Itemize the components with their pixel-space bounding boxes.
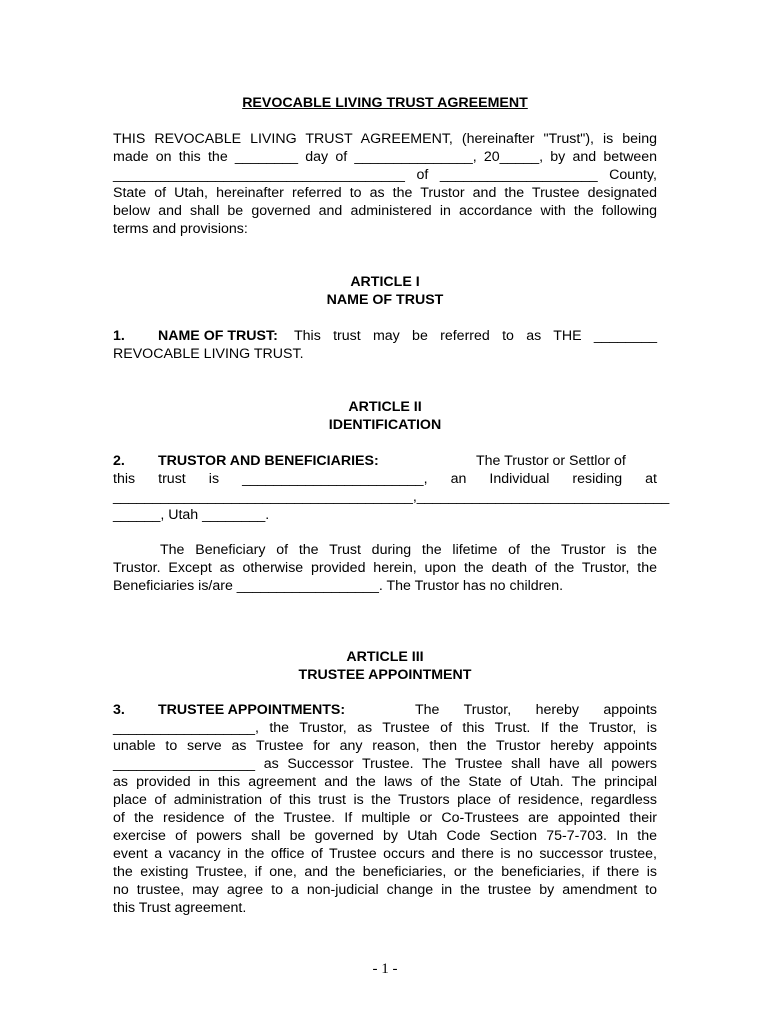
section-3-line-1: The Trustor, hereby appoints xyxy=(415,702,657,718)
section-3-line-8: exercise of powers shall be governed by Utah Code Section 75-7-703. In the xyxy=(113,828,657,844)
intro-line-2: made on this the ________ day of _______________, 20_____, by and between xyxy=(113,149,657,165)
section-2-line-1: The Trustor or Settlor of xyxy=(476,453,626,469)
article-3-subheading: TRUSTEE APPOINTMENT xyxy=(298,667,472,683)
section-2-line-3: ______________________________________,________________________________ xyxy=(113,489,670,505)
section-3-line-10: the existing Trustee, if one, and the beneficiaries, or the beneficiaries, if there is xyxy=(113,864,657,880)
section-2-line-2: this trust is _______________________, an Individual residing at xyxy=(113,471,657,487)
intro-line-5: below and shall be governed and administered in accordance with the following xyxy=(113,203,657,219)
article-1-subheading: NAME OF TRUST xyxy=(326,292,444,308)
section-2-para-line-3: Beneficiaries is/are __________________. The Trustor has no children. xyxy=(113,578,564,594)
article-3-heading: ARTICLE III xyxy=(346,649,424,665)
section-3-line-12: this Trust agreement. xyxy=(113,900,247,916)
article-2-heading: ARTICLE II xyxy=(348,399,422,415)
section-1-label: NAME OF TRUST: xyxy=(158,328,278,344)
section-3-line-2: __________________, the Trustor, as Trustee of this Trust. If the Trustor, is xyxy=(113,720,657,736)
intro-line-1: THIS REVOCABLE LIVING TRUST AGREEMENT, (hereinafter "Trust"), is being xyxy=(113,131,657,147)
section-2-line-4: ______, Utah ________. xyxy=(113,507,270,523)
section-3-label: TRUSTEE APPOINTMENTS: xyxy=(158,702,346,718)
section-3-line-5: as provided in this agreement and the laws of the State of Utah. The principal xyxy=(113,774,657,790)
section-2-number: 2. xyxy=(113,453,125,469)
section-3-line-7: of the residence of the Trustee. If multiple or Co-Trustees are appointed their xyxy=(113,810,657,826)
section-3-line-4: __________________ as Successor Trustee. The Trustee shall have all powers xyxy=(113,756,657,772)
intro-line-6: terms and provisions: xyxy=(113,221,248,237)
article-1-heading: ARTICLE I xyxy=(350,274,420,290)
article-2-subheading: IDENTIFICATION xyxy=(328,417,442,433)
section-3-number: 3. xyxy=(113,702,125,718)
section-2-label: TRUSTOR AND BENEFICIARIES: xyxy=(158,453,379,469)
section-3-line-3: unable to serve as Trustee for any reason, then the Trustor hereby appoints xyxy=(113,738,657,754)
section-1-line-2: REVOCABLE LIVING TRUST. xyxy=(113,346,304,362)
section-3-line-6: place of administration of this trust is the Trustors place of residence, regardless xyxy=(113,792,657,808)
section-3-line-9: event a vacancy in the office of Trustee occurs and there is no successor trustee, xyxy=(113,846,657,862)
section-1-line-1: This trust may be referred to as THE ________ xyxy=(294,328,657,344)
intro-line-3: _____________________________________ of ____________________ County, xyxy=(113,167,657,183)
section-2-para-line-2: Trustor. Except as otherwise provided herein, upon the death of the Trustor, the xyxy=(113,560,657,576)
intro-line-4: State of Utah, hereinafter referred to as the Trustor and the Trustee designated xyxy=(113,185,657,201)
section-1-number: 1. xyxy=(113,328,125,344)
document-title: REVOCABLE LIVING TRUST AGREEMENT xyxy=(242,95,528,111)
section-2-para-line-1: The Beneficiary of the Trust during the lifetime of the Trustor is the xyxy=(160,542,657,558)
section-3-line-11: no trustee, may agree to a non-judicial change in the trustee by amendment to xyxy=(113,882,657,898)
page-number: - 1 - xyxy=(372,961,398,977)
